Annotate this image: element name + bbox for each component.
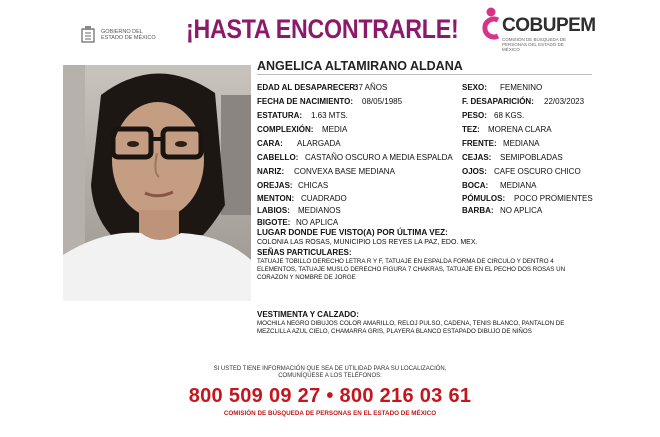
labios-value: MEDIANOS: [298, 206, 341, 215]
menton-value: CUADRADO: [301, 194, 347, 203]
cejas-value: SEMIPOBLADAS: [500, 153, 563, 162]
edad-value: 37 AÑOS: [354, 83, 388, 92]
nariz-value: CONVEXA BASE MEDIANA: [294, 167, 395, 176]
cabello-field: CABELLO:: [257, 153, 299, 162]
nariz-field: NARIZ:: [257, 167, 285, 176]
complexion-field: COMPLEXIÓN:: [257, 125, 314, 134]
barba-value: NO APLICA: [500, 206, 543, 215]
fnac-value: 08/05/1985: [362, 97, 403, 106]
person-name: ANGELICA ALTAMIRANO ALDANA: [257, 59, 463, 73]
headline: ¡HASTA ENCONTRARLE!: [186, 14, 459, 44]
menton-field: MENTON:: [257, 194, 295, 203]
senas-line-3: CORAZON Y NOMBRE DE JORGE: [257, 274, 356, 281]
fnac-field: FECHA DE NACIMIENTO:: [257, 97, 353, 106]
divider: [257, 74, 592, 75]
ojos-field: OJOS:: [462, 167, 487, 176]
edad-field: EDAD AL DESAPARECER:: [257, 83, 358, 92]
cejas-field: CEJAS:: [462, 153, 492, 162]
tez-value: MORENA CLARA: [488, 125, 552, 134]
orejas-value: CHICAS: [298, 181, 329, 190]
boca-value: MEDIANA: [500, 181, 537, 190]
fdes-field: F. DESAPARICIÓN:: [462, 97, 534, 106]
peso-field: PESO:: [462, 111, 487, 120]
sexo-field: SEXO:: [462, 83, 487, 92]
lugar-label: LUGAR DONDE FUE VISTO(A) POR ÚLTIMA VEZ:: [257, 228, 448, 237]
senas-label: SEÑAS PARTICULARES:: [257, 248, 352, 257]
barba-field: BARBA:: [462, 206, 494, 215]
senas-line-2: ELEMENTOS, TATUAJE MUSLO DERECHO FIGURA 7 CHAKRAS, TATUAJE EN EL PECHO DOS ROSAS UN: [257, 266, 566, 273]
estatura-field: ESTATURA:: [257, 111, 303, 120]
pomulos-value: POCO PROMIENTES: [514, 194, 593, 203]
footer-notice-1: SI USTED TIENE INFORMACIÓN QUE SEA DE UTILIDAD PARA SU LOCALIZACIÓN,: [213, 366, 447, 372]
cara-value: ALARGADA: [297, 139, 341, 148]
estatura-value: 1.63 MTS.: [311, 111, 348, 120]
gov-logo: [80, 22, 170, 48]
commission-name: COMISIÓN DE BÚSQUEDA DE PERSONAS EN EL ESTADO DE MÉXICO: [223, 410, 437, 417]
bigote-field: BIGOTE:: [257, 218, 291, 227]
sexo-value: FEMENINO: [500, 83, 543, 92]
labios-field: LABIOS:: [257, 206, 290, 215]
coat-of-arms-icon: [80, 26, 96, 44]
agency-name: COBUPEM: [502, 15, 596, 36]
complexion-value: MEDIA: [322, 125, 348, 134]
fdes-value: 22/03/2023: [544, 97, 585, 106]
senas-line-1: TATUAJE TOBILLO DERECHO LETRA R Y F, TATUAJE EN ESPALDA FORMA DE CIRCULO Y DENTRO 4: [257, 258, 554, 265]
cara-field: CARA:: [257, 139, 283, 148]
footer-notice-2: COMUNÍQUESE A LOS TELÉFONOS:: [278, 373, 382, 379]
tez-field: TEZ:: [462, 125, 480, 134]
frente-value: MEDIANA: [503, 139, 540, 148]
boca-field: BOCA:: [462, 181, 489, 190]
phone-numbers: 800 509 09 27 • 800 216 03 61: [188, 385, 472, 407]
gov-logo-text: GOBIERNO DEL ESTADO DE MÉXICO: [101, 29, 156, 41]
pomulos-field: PÓMULOS:: [462, 194, 506, 203]
agency-subtitle: COMISIÓN DE BÚSQUEDA DE PERSONAS DEL ESTADO DE MÉXICO: [502, 37, 567, 52]
cabello-value: CASTAÑO OSCURO A MEDIA ESPALDA: [305, 153, 453, 162]
vestimenta-line-2: MEZCLILLA AZUL CIELO, CHAMARRA GRIS, PLAYERA BLANCO ESTAPADO DIBUJO DE NIÑOS: [257, 328, 532, 335]
cobupem-logo: [480, 6, 610, 50]
frente-field: FRENTE:: [462, 139, 497, 148]
ojos-value: CAFE OSCURO CHICO: [494, 167, 581, 176]
peso-value: 68 KGS.: [494, 111, 525, 120]
person-photo: [63, 65, 251, 301]
vestimenta-line-1: MOCHILA NEGRO DIBUJOS COLOR AMARILLO, RELOJ PULSO, CADENA, TENIS BLANCO, PANTALON DE: [257, 320, 565, 327]
bigote-value: NO APLICA: [296, 218, 339, 227]
lugar-value: COLONIA LAS ROSAS, MUNICIPIO LOS REYES LA PAZ, EDO. MEX.: [257, 239, 478, 246]
orejas-field: OREJAS:: [257, 181, 293, 190]
vestimenta-label: VESTIMENTA Y CALZADO:: [257, 310, 359, 319]
portrait-image: [63, 65, 251, 301]
